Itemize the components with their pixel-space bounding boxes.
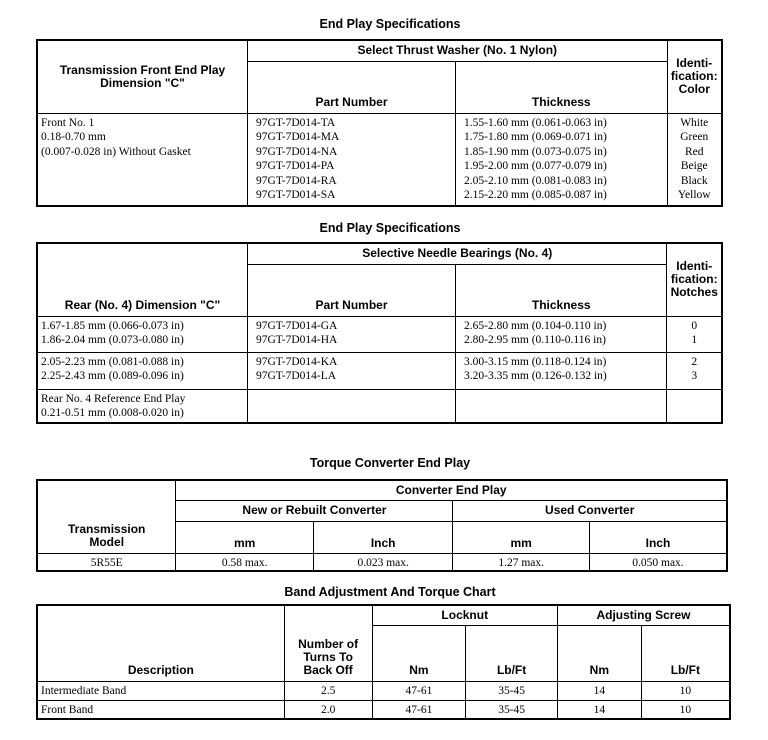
col-thickness-header: Thickness	[455, 264, 667, 316]
description-cell: Front Band	[37, 700, 284, 719]
model-cell: 5R55E	[37, 553, 176, 571]
col-part-header: Part Number	[248, 61, 456, 113]
thickness-value: 2.15-2.20 mm (0.085-0.087 in)	[464, 189, 607, 201]
part-number: 97GT-7D014-MA	[256, 131, 340, 143]
table-row	[37, 700, 730, 719]
col-nm-header: Nm	[557, 625, 641, 681]
part-number: 97GT-7D014-KA	[255, 355, 338, 368]
part-number: 97GT-7D014-TA	[256, 116, 336, 129]
part-number: 97GT-7D014-NA	[256, 145, 338, 158]
thickness-cell	[455, 316, 667, 352]
thickness-cell	[455, 352, 667, 389]
col-inch-header: Inch	[313, 521, 453, 553]
table4-title: Band Adjustment And Torque Chart	[284, 585, 496, 599]
part-number: 97GT-7D014-PA	[256, 160, 335, 172]
locknut-nm-cell: 47-61	[372, 681, 466, 700]
table-row	[37, 553, 727, 571]
thickness-value: 1.95-2.00 mm (0.077-0.079 in)	[464, 160, 607, 172]
color-value: Yellow	[677, 189, 711, 201]
col-lbft-header: Lb/Ft	[466, 625, 558, 681]
col-description-header: Description	[37, 605, 284, 681]
turns-cell: 2.5	[284, 681, 372, 700]
colors-cell	[667, 113, 722, 206]
notch-value: 0	[691, 319, 698, 332]
used-inch-cell: 0.050 max.	[589, 553, 727, 571]
notch-value: 3	[691, 370, 698, 382]
thickness-value: 3.00-3.15 mm (0.118-0.124 in)	[463, 355, 607, 368]
group-locknut-header: Locknut	[372, 605, 557, 625]
new-inch-cell: 0.023 max.	[313, 553, 453, 571]
notch-value: 2	[691, 355, 698, 368]
new-mm-cell: 0.58 max.	[176, 553, 314, 571]
part-numbers-cell	[248, 113, 456, 206]
col-turns-header: Number of Turns To Back Off	[284, 605, 372, 681]
col-dimension-header: Transmission Front End Play Dimension "C"	[37, 40, 248, 113]
part-number: 97GT-7D014-LA	[255, 370, 337, 382]
description-cell: Intermediate Band	[37, 681, 284, 700]
thickness-value: 2.80-2.95 mm (0.110-0.116 in)	[463, 334, 606, 346]
screw-lbft-cell: 10	[641, 681, 730, 700]
group-header: Select Thrust Washer (No. 1 Nylon)	[248, 40, 667, 61]
subheader-new: New or Rebuilt Converter	[176, 500, 453, 521]
notches-cell	[667, 316, 722, 352]
thickness-value: 2.65-2.80 mm (0.104-0.110 in)	[463, 319, 607, 332]
locknut-lbft-cell: 35-45	[466, 681, 558, 700]
dimension-cell	[37, 352, 247, 389]
part-number: 97GT-7D014-SA	[256, 189, 336, 201]
dimension-line: Front No. 1	[41, 116, 95, 129]
color-value: Red	[684, 145, 704, 158]
col-nm-header: Nm	[372, 625, 466, 681]
group-screw-header: Adjusting Screw	[557, 605, 730, 625]
thickness-value: 3.20-3.35 mm (0.126-0.132 in)	[463, 370, 607, 382]
col-color-header: Identi-fication: Color	[667, 40, 722, 113]
part-number: 97GT-7D014-RA	[256, 174, 337, 187]
dimension-value: 2.25-2.43 mm (0.089-0.096 in)	[41, 370, 184, 382]
thickness-cell	[456, 113, 667, 206]
front-dimension-cell	[37, 113, 248, 206]
dimension-value: 2.05-2.23 mm (0.081-0.088 in)	[41, 355, 184, 368]
col-mm-header: mm	[453, 521, 590, 553]
turns-cell: 2.0	[284, 700, 372, 719]
used-mm-cell: 1.27 max.	[453, 553, 590, 571]
needle-bearings-table	[36, 242, 723, 424]
empty-cell	[455, 389, 667, 423]
color-value: White	[680, 116, 709, 129]
subheader-used: Used Converter	[453, 500, 727, 521]
col-thickness-header: Thickness	[456, 61, 667, 113]
col-lbft-header: Lb/Ft	[641, 625, 730, 681]
col-mm-header: mm	[176, 521, 314, 553]
table-row	[37, 681, 730, 700]
screw-nm-cell: 14	[557, 681, 641, 700]
notches-cell	[667, 352, 722, 389]
empty-cell	[667, 389, 722, 423]
table3-title: Torque Converter End Play	[309, 456, 471, 470]
group-header: Selective Needle Bearings (No. 4)	[247, 243, 667, 264]
screw-lbft-cell: 10	[641, 700, 730, 719]
group-header: Converter End Play	[176, 480, 727, 500]
col-rear-dimension-header: Rear (No. 4) Dimension "C"	[37, 243, 247, 316]
col-notches-header: Identi-fication: Notches	[667, 243, 722, 316]
table-row	[37, 352, 722, 389]
dimension-value: 1.67-1.85 mm (0.066-0.073 in)	[41, 319, 184, 332]
reference-line: 0.21-0.51 mm (0.008-0.020 in)	[41, 407, 184, 419]
table1-title: End Play Specifications	[319, 17, 461, 31]
dimension-cell	[37, 316, 247, 352]
locknut-nm-cell: 47-61	[372, 700, 466, 719]
dimension-line: (0.007-0.028 in) Without Gasket	[41, 145, 191, 158]
part-numbers-cell	[247, 352, 455, 389]
part-number: 97GT-7D014-HA	[255, 334, 338, 346]
col-model-header: Transmission Model	[37, 480, 176, 553]
thickness-value: 1.55-1.60 mm (0.061-0.063 in)	[464, 116, 607, 129]
notch-value: 1	[691, 334, 698, 346]
empty-cell	[247, 389, 455, 423]
table-row	[37, 316, 722, 352]
table2-title: End Play Specifications	[319, 221, 461, 235]
thickness-value: 1.75-1.80 mm (0.069-0.071 in)	[464, 131, 607, 143]
color-value: Green	[680, 131, 709, 143]
reference-end-play-cell	[37, 389, 247, 423]
thickness-value: 2.05-2.10 mm (0.081-0.083 in)	[464, 174, 607, 187]
locknut-lbft-cell: 35-45	[466, 700, 558, 719]
part-numbers-cell	[247, 316, 455, 352]
thickness-value: 1.85-1.90 mm (0.073-0.075 in)	[464, 145, 607, 158]
col-part-header: Part Number	[247, 264, 455, 316]
band-adjustment-table	[36, 604, 731, 720]
part-number: 97GT-7D014-GA	[255, 319, 338, 332]
color-value: Beige	[680, 160, 708, 172]
screw-nm-cell: 14	[557, 700, 641, 719]
thrust-washer-table	[36, 39, 723, 207]
table-row	[37, 389, 722, 423]
dimension-line: 0.18-0.70 mm	[41, 131, 106, 143]
col-inch-header: Inch	[589, 521, 727, 553]
dimension-value: 1.86-2.04 mm (0.073-0.080 in)	[41, 334, 184, 346]
torque-converter-table	[36, 479, 728, 572]
color-value: Black	[680, 174, 708, 187]
reference-line: Rear No. 4 Reference End Play	[41, 392, 186, 405]
